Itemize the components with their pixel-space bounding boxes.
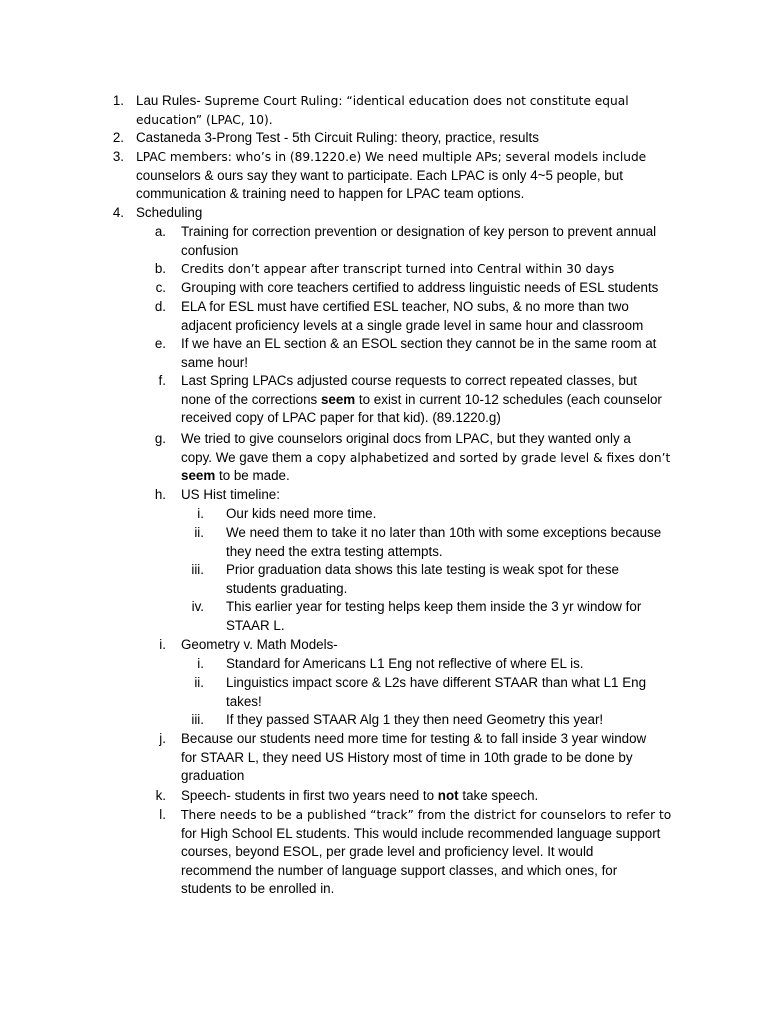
list-marker: 3.: [112, 149, 124, 164]
list-marker: b.: [154, 261, 166, 276]
text-line: [136, 185, 646, 204]
list-marker: ii.: [194, 675, 204, 690]
text-line: [181, 787, 538, 806]
text-line: [226, 655, 584, 674]
list-item-text: [181, 279, 658, 298]
text-line: [181, 430, 670, 449]
text-segment: If they passed STAAR Alg 1 they then need Geometry this year!: [226, 712, 604, 727]
list-marker: i.: [159, 637, 166, 652]
list-item-text: [226, 674, 646, 711]
list-marker: 2.: [112, 130, 124, 145]
list-marker: l.: [159, 807, 166, 822]
text-segment: Lau Rules-: [136, 93, 205, 108]
bold-text: not: [437, 788, 459, 803]
list-item-text: [181, 636, 338, 655]
list-marker: d.: [154, 299, 166, 314]
list-item-text: [181, 298, 643, 335]
list-marker: h.: [154, 487, 166, 502]
text-segment: Speech- students in first two years need to: [181, 788, 438, 803]
text-segment: Our kids need more time.: [226, 506, 377, 521]
text-line: [136, 204, 202, 223]
text-line: [136, 167, 646, 186]
text-line: [181, 223, 656, 242]
bold-text: seem: [320, 391, 356, 407]
text-segment: received copy of LPAC paper for that kid). (89.1220.g): [181, 410, 501, 425]
list-marker: c.: [155, 280, 166, 295]
text-segment: copy. We gave them: [181, 449, 306, 465]
text-segment: for High School EL students. This would include recommended language support: [181, 825, 661, 841]
list-item-text: [181, 806, 671, 899]
text-line: [181, 298, 643, 317]
text-segment: Supreme Court Ruling: “identical education does not constitute equal: [204, 94, 629, 108]
list-item-text: [226, 711, 603, 730]
text-segment: students to be enrolled in.: [181, 881, 335, 896]
text-segment: Castaneda 3-Prong Test - 5th Circuit Ruling: theory, practice, results: [136, 130, 539, 145]
list-item-text: [136, 129, 539, 148]
text-segment: take speech.: [458, 788, 539, 803]
list-item-text: [136, 92, 629, 129]
text-line: [226, 617, 641, 636]
list-item-text: [181, 260, 614, 279]
text-segment: recommend the number of language support classes, and which ones, for: [181, 862, 618, 878]
text-line: [181, 880, 671, 899]
text-segment: Grouping with core teachers certified to address linguistic needs of ESL students: [181, 280, 659, 295]
text-segment: education” (LPAC, 10).: [136, 112, 273, 127]
list-item-text: [181, 223, 656, 260]
list-item-text: [226, 505, 376, 524]
list-marker: 1.: [112, 93, 124, 108]
text-line: [181, 730, 646, 749]
text-line: [226, 674, 646, 693]
text-line: [181, 449, 670, 468]
list-marker: i.: [197, 506, 204, 521]
text-segment: counselors & ours say they want to participate. Each LPAC is only 4~5 people, but: [136, 167, 623, 183]
text-segment: Last Spring LPACs adjusted course requests to correct repeated classes, but: [181, 373, 638, 388]
text-segment: US Hist timeline:: [181, 487, 280, 502]
text-line: [181, 749, 646, 768]
text-segment: We need them to take it no later than 10th with some exceptions because: [226, 525, 662, 540]
text-segment: same hour!: [181, 354, 248, 370]
text-line: [181, 372, 662, 391]
list-marker: iii.: [191, 562, 204, 577]
text-segment: Geometry v. Math Models-: [181, 637, 338, 652]
text-segment: communication & training need to happen for LPAC team options.: [136, 186, 525, 201]
text-segment: ELA for ESL must have certified ESL teacher, NO subs, & no more than two: [181, 299, 629, 314]
list-marker: g.: [154, 431, 166, 446]
text-segment: This earlier year for testing helps keep them inside the 3 yr window for: [226, 599, 642, 614]
text-segment: Training for correction prevention or designation of key person to prevent annual: [181, 224, 657, 239]
text-line: [136, 111, 629, 130]
text-segment: We tried to give counselors original docs from LPAC, but they wanted only a: [181, 431, 631, 446]
text-line: [136, 92, 629, 111]
text-line: [181, 862, 671, 881]
text-line: [226, 580, 619, 599]
text-line: [181, 806, 671, 825]
text-line: [181, 391, 662, 410]
text-segment: students graduating.: [226, 580, 348, 596]
text-line: [226, 711, 603, 730]
text-segment: a copy alphabetized and sorted by grade level & fixes don’t: [305, 450, 671, 465]
text-line: [226, 598, 641, 617]
text-segment: for STAAR L, they need US History most of time in 10th grade to be done by: [181, 749, 633, 765]
bold-text: seem: [181, 468, 216, 483]
text-segment: Because our students need more time for testing & to fall inside 3 year window: [181, 731, 647, 746]
text-segment: STAAR L.: [226, 617, 285, 633]
list-item-text: [181, 372, 662, 428]
text-segment: Scheduling: [136, 205, 203, 220]
list-marker: iii.: [191, 712, 204, 727]
list-marker: f.: [158, 373, 166, 388]
text-line: [181, 260, 614, 279]
text-line: [136, 129, 539, 148]
text-segment: Credits don’t appear after transcript turned into Central within 30 days: [181, 262, 615, 276]
list-item-text: [136, 204, 202, 223]
text-segment: Standard for Americans L1 Eng not reflective of where EL is.: [226, 656, 584, 671]
text-line: [181, 843, 671, 862]
text-line: [181, 767, 646, 786]
list-item-text: [136, 148, 646, 204]
list-item-text: [226, 655, 584, 674]
text-segment: Linguistics impact score & L2s have different STAAR than what L1 Eng: [226, 675, 647, 690]
text-segment: takes!: [226, 693, 262, 709]
text-line: [181, 825, 671, 844]
text-segment: none of the corrections: [181, 391, 321, 407]
list-item-text: [181, 787, 538, 806]
text-segment: There needs to be a published “track” from the district for counselors to refer to: [181, 808, 672, 822]
text-line: [181, 486, 280, 505]
text-segment: confusion: [181, 242, 239, 258]
list-item-text: [181, 730, 646, 786]
text-line: [181, 242, 656, 261]
list-marker: k.: [155, 788, 166, 803]
list-marker: 4.: [112, 205, 124, 220]
text-line: [181, 354, 656, 373]
list-item-text: [181, 430, 670, 486]
list-marker: j.: [159, 731, 166, 746]
list-item-text: [226, 524, 661, 561]
list-item-text: [181, 486, 280, 505]
list-marker: iv.: [191, 599, 204, 614]
list-item-text: [181, 335, 656, 372]
text-line: [181, 335, 656, 354]
text-line: [181, 467, 670, 486]
text-line: [181, 409, 662, 428]
list-marker: i.: [197, 656, 204, 671]
text-line: [226, 543, 661, 562]
text-line: [226, 693, 646, 712]
list-marker: a.: [154, 224, 166, 239]
list-item-text: [226, 598, 641, 635]
text-segment: courses, beyond ESOL, per grade level and proficiency level. It would: [181, 844, 594, 859]
text-line: [181, 279, 658, 298]
text-segment: adjacent proficiency levels at a single grade level in same hour and classroom: [181, 317, 644, 333]
text-segment: If we have an EL section & an ESOL section they cannot be in the same room at: [181, 336, 657, 351]
text-line: [136, 148, 646, 167]
text-segment: Prior graduation data shows this late testing is weak spot for these: [226, 562, 620, 577]
text-line: [181, 317, 643, 336]
text-segment: they need the extra testing attempts.: [226, 543, 443, 559]
text-line: [226, 524, 661, 543]
text-segment: to be made.: [215, 468, 290, 483]
text-line: [226, 505, 376, 524]
text-segment: LPAC members: who’s in (89.1220.e) We need multiple APs; several models include: [136, 150, 647, 164]
text-segment: to exist in current 10-12 schedules (each counselor: [355, 391, 662, 407]
list-item-text: [226, 561, 619, 598]
list-marker: e.: [154, 336, 166, 351]
list-marker: ii.: [194, 525, 204, 540]
text-line: [226, 561, 619, 580]
text-line: [181, 636, 338, 655]
text-segment: graduation: [181, 768, 245, 783]
